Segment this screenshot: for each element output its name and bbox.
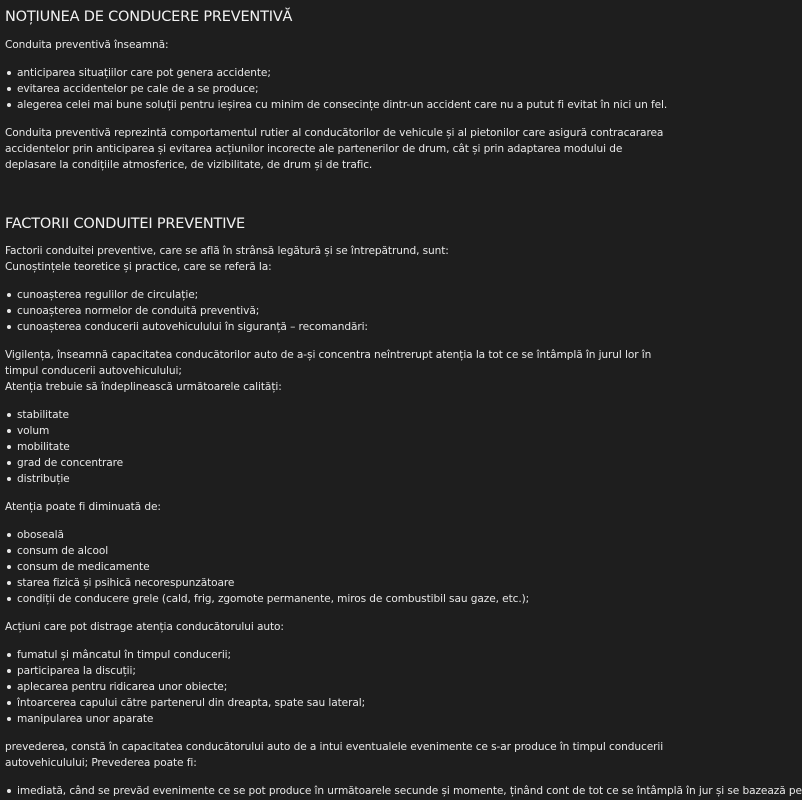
list-item: cunoașterea conducerii autovehiculului în siguranță – recomandări: bbox=[17, 319, 675, 335]
list-item: distribuție bbox=[17, 471, 675, 487]
list-item: evitarea accidentelor pe cale de a se produce; bbox=[17, 81, 675, 97]
list-item: volum bbox=[17, 423, 675, 439]
attention-intro: Atenția trebuie să îndeplinească următoarele calități: bbox=[5, 381, 282, 393]
list-item: cunoașterea normelor de conduită preventivă; bbox=[17, 303, 675, 319]
list-item: consum de medicamente bbox=[17, 559, 675, 575]
knowledge-list bbox=[5, 287, 675, 335]
foresight-list bbox=[5, 783, 802, 799]
diminished-intro: Atenția poate fi diminuată de: bbox=[5, 501, 161, 513]
list-item: manipularea unor aparate bbox=[17, 711, 675, 727]
preventive-list bbox=[5, 65, 675, 113]
definition-paragraph: Conduita preventivă reprezintă comportamentul rutier al conducătorilor de vehicule și al pietonilor care asigură contracararea accidentelor prin anticiparea și evitarea acțiunilor incorecte ale partenerilor de drum, cât și prin adaptarea modului de deplasare la condițiile atmosferice, de vizibilitate, de drum și de trafic. bbox=[5, 127, 664, 171]
factors-intro: Factorii conduitei preventive, care se află în strânsă legătură și se întrepătrund, sunt: bbox=[5, 245, 449, 257]
article-page bbox=[0, 8, 802, 800]
diminished-list bbox=[5, 527, 675, 607]
list-item: mobilitate bbox=[17, 439, 675, 455]
distract-intro: Acțiuni care pot distrage atenția conducătorului auto: bbox=[5, 621, 284, 633]
foresight-paragraph: prevederea, constă în capacitatea conducătorului auto de a intui eventualele evenimente ce s-ar produce în timpul conducerii autovehiculului; Prevederea poate fi: bbox=[5, 741, 664, 769]
list-item: imediată, când se prevăd evenimente ce se pot produce în următoarele secunde și momente, ținând cont de tot ce se întâmplă în jur și se bazează pe bbox=[17, 785, 802, 797]
list-item: întoarcerea capului către partenerul din dreapta, spate sau lateral; bbox=[17, 695, 675, 711]
list-item: consum de alcool bbox=[17, 543, 675, 559]
knowledge-intro: Cunoștințele teoretice și practice, care se referă la: bbox=[5, 261, 272, 273]
list-item: participarea la discuții; bbox=[17, 663, 675, 679]
list-item: fumatul și mâncatul în timpul conducerii; bbox=[17, 647, 675, 663]
list-item: anticiparea situațiilor care pot genera accidente; bbox=[17, 65, 675, 81]
list-item: stabilitate bbox=[17, 407, 675, 423]
section-title-preventive-driving: NOȚIUNEA DE CONDUCERE PREVENTIVĂ bbox=[5, 9, 293, 25]
attention-qualities-list bbox=[5, 407, 675, 487]
list-item: cunoașterea regulilor de circulație; bbox=[17, 287, 675, 303]
list-item: aplecarea pentru ridicarea unor obiecte; bbox=[17, 679, 675, 695]
list-item: starea fizică și psihică necorespunzătoare bbox=[17, 575, 675, 591]
list-item: condiții de conducere grele (cald, frig, zgomote permanente, miros de combustibil sau gaze, etc.); bbox=[17, 591, 675, 607]
list-item: oboseală bbox=[17, 527, 675, 543]
list-item: grad de concentrare bbox=[17, 455, 675, 471]
distract-list bbox=[5, 647, 675, 727]
vigilance-paragraph: Vigilența, înseamnă capacitatea conducătorilor auto de a-și concentra neîntrerupt atenția la tot ce se întâmplă în jurul lor în timpul conducerii autovehiculului; bbox=[5, 349, 652, 377]
intro-text: Conduita preventivă înseamnă: bbox=[5, 39, 169, 51]
list-item: alegerea celei mai bune soluții pentru ieșirea cu minim de consecințe dintr-un accident care nu a putut fi evitat în nici un fel. bbox=[17, 97, 675, 113]
section-title-factors: FACTORII CONDUITEI PREVENTIVE bbox=[5, 216, 245, 232]
